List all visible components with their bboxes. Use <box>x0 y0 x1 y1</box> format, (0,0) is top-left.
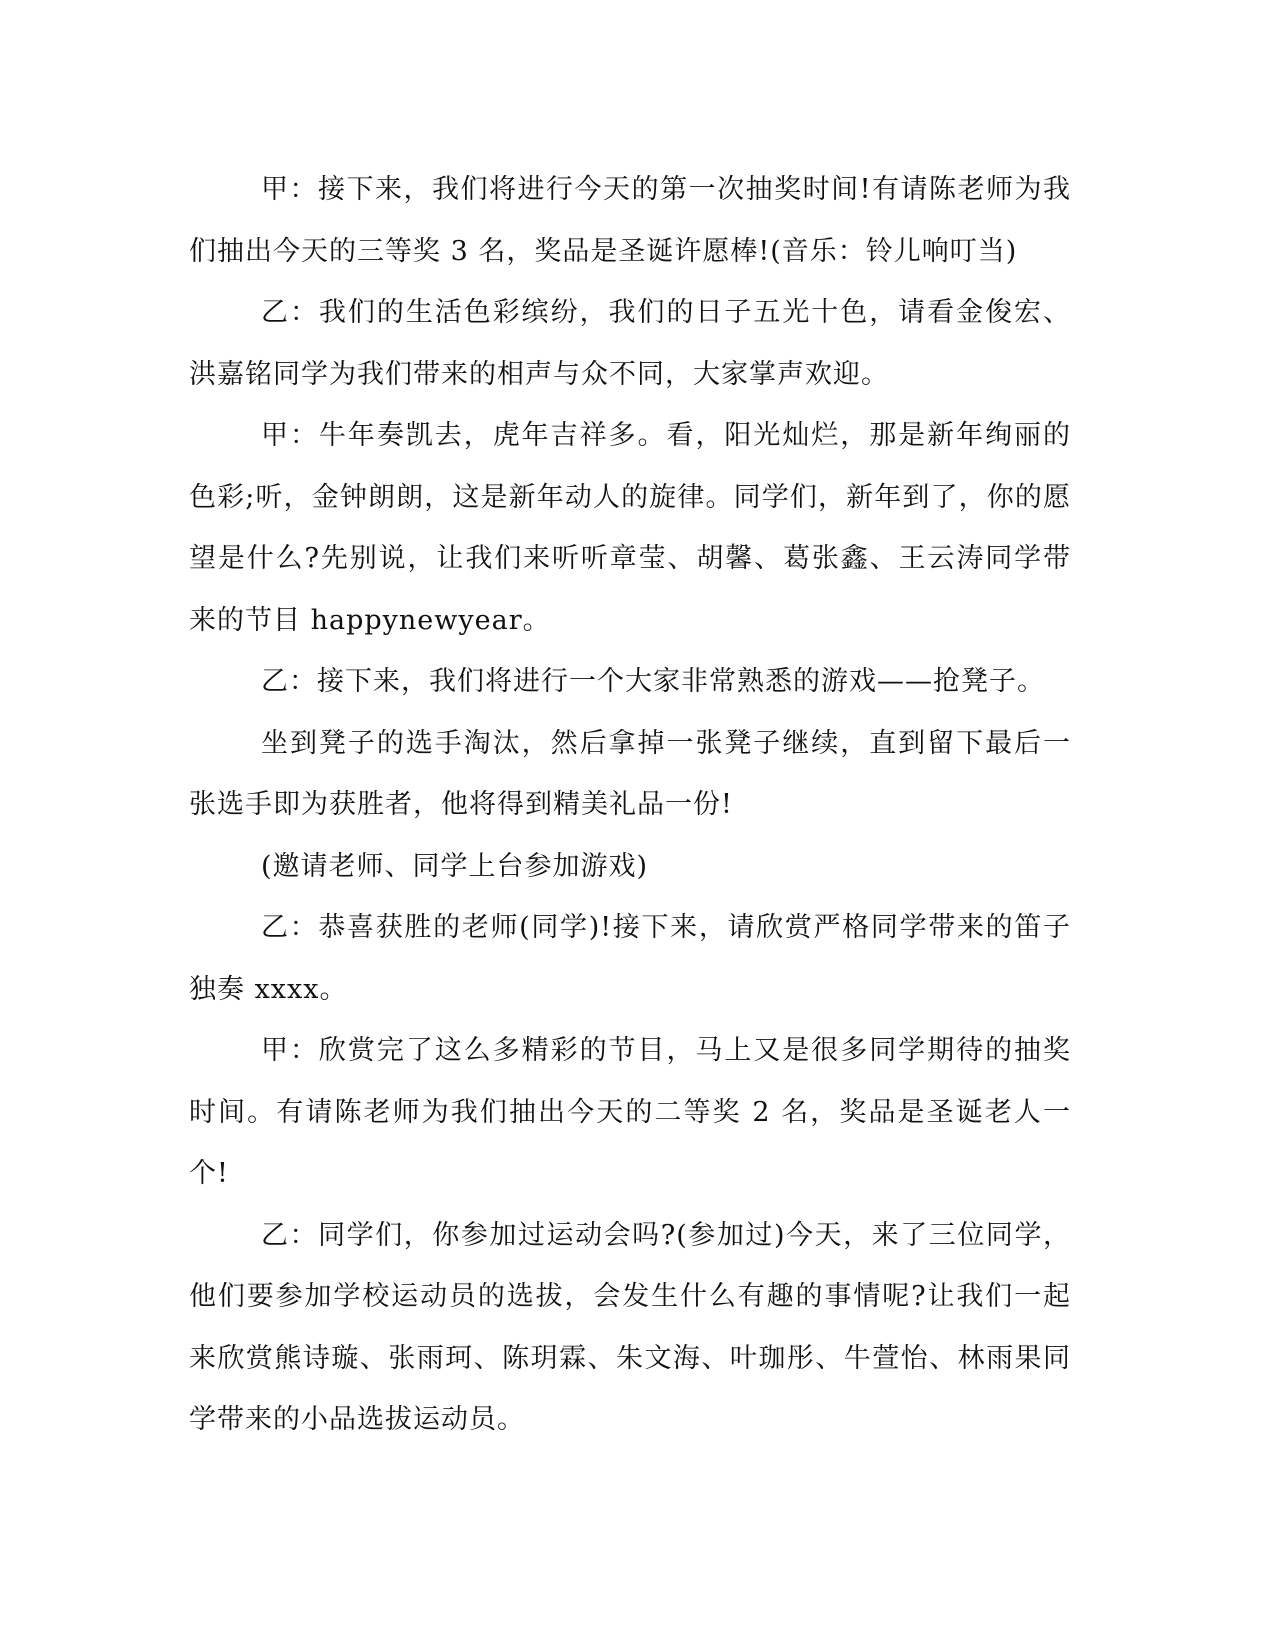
paragraph-5: 坐到凳子的选手淘汰，然后拿掉一张凳子继续，直到留下最后一张选手即为获胜者，他将得到精美礼品一份! <box>189 727 1071 820</box>
paragraph-2: 乙：我们的生活色彩缤纷，我们的日子五光十色，请看金俊宏、洪嘉铭同学为我们带来的相声与众不同，大家掌声欢迎。 <box>189 297 1071 390</box>
paragraph-4: 乙：接下来，我们将进行一个大家非常熟悉的游戏——抢凳子。 <box>261 666 1045 697</box>
paragraph-7: 乙：恭喜获胜的老师(同学)!接下来，请欣赏严格同学带来的笛子独奏 xxxx。 <box>189 912 1071 1005</box>
document-body <box>189 159 1071 1451</box>
paragraph-3: 甲：牛年奏凯去，虎年吉祥多。看，阳光灿烂，那是新年绚丽的色彩;听，金钟朗朗，这是新年动人的旋律。同学们，新年到了，你的愿望是什么?先别说，让我们来听听章莹、胡馨、葛张鑫、王云涛同学带来的节目 happynewyear。 <box>189 420 1071 636</box>
paragraph-9: 乙：同学们，你参加过运动会吗?(参加过)今天，来了三位同学，他们要参加学校运动员的选拔，会发生什么有趣的事情呢?让我们一起来欣赏熊诗璇、张雨珂、陈玥霖、朱文海、叶珈彤、牛萱怡、林雨果同学带来的小品选拔运动员。 <box>189 1219 1071 1435</box>
paragraph-8: 甲：欣赏完了这么多精彩的节目，马上又是很多同学期待的抽奖时间。有请陈老师为我们抽出今天的二等奖 2 名，奖品是圣诞老人一个! <box>189 1035 1071 1189</box>
paragraph-1: 甲：接下来，我们将进行今天的第一次抽奖时间!有请陈老师为我们抽出今天的三等奖 3 名，奖品是圣诞许愿棒!(音乐：铃儿响叮当) <box>189 174 1071 267</box>
paragraph-6: (邀请老师、同学上台参加游戏) <box>261 850 649 882</box>
